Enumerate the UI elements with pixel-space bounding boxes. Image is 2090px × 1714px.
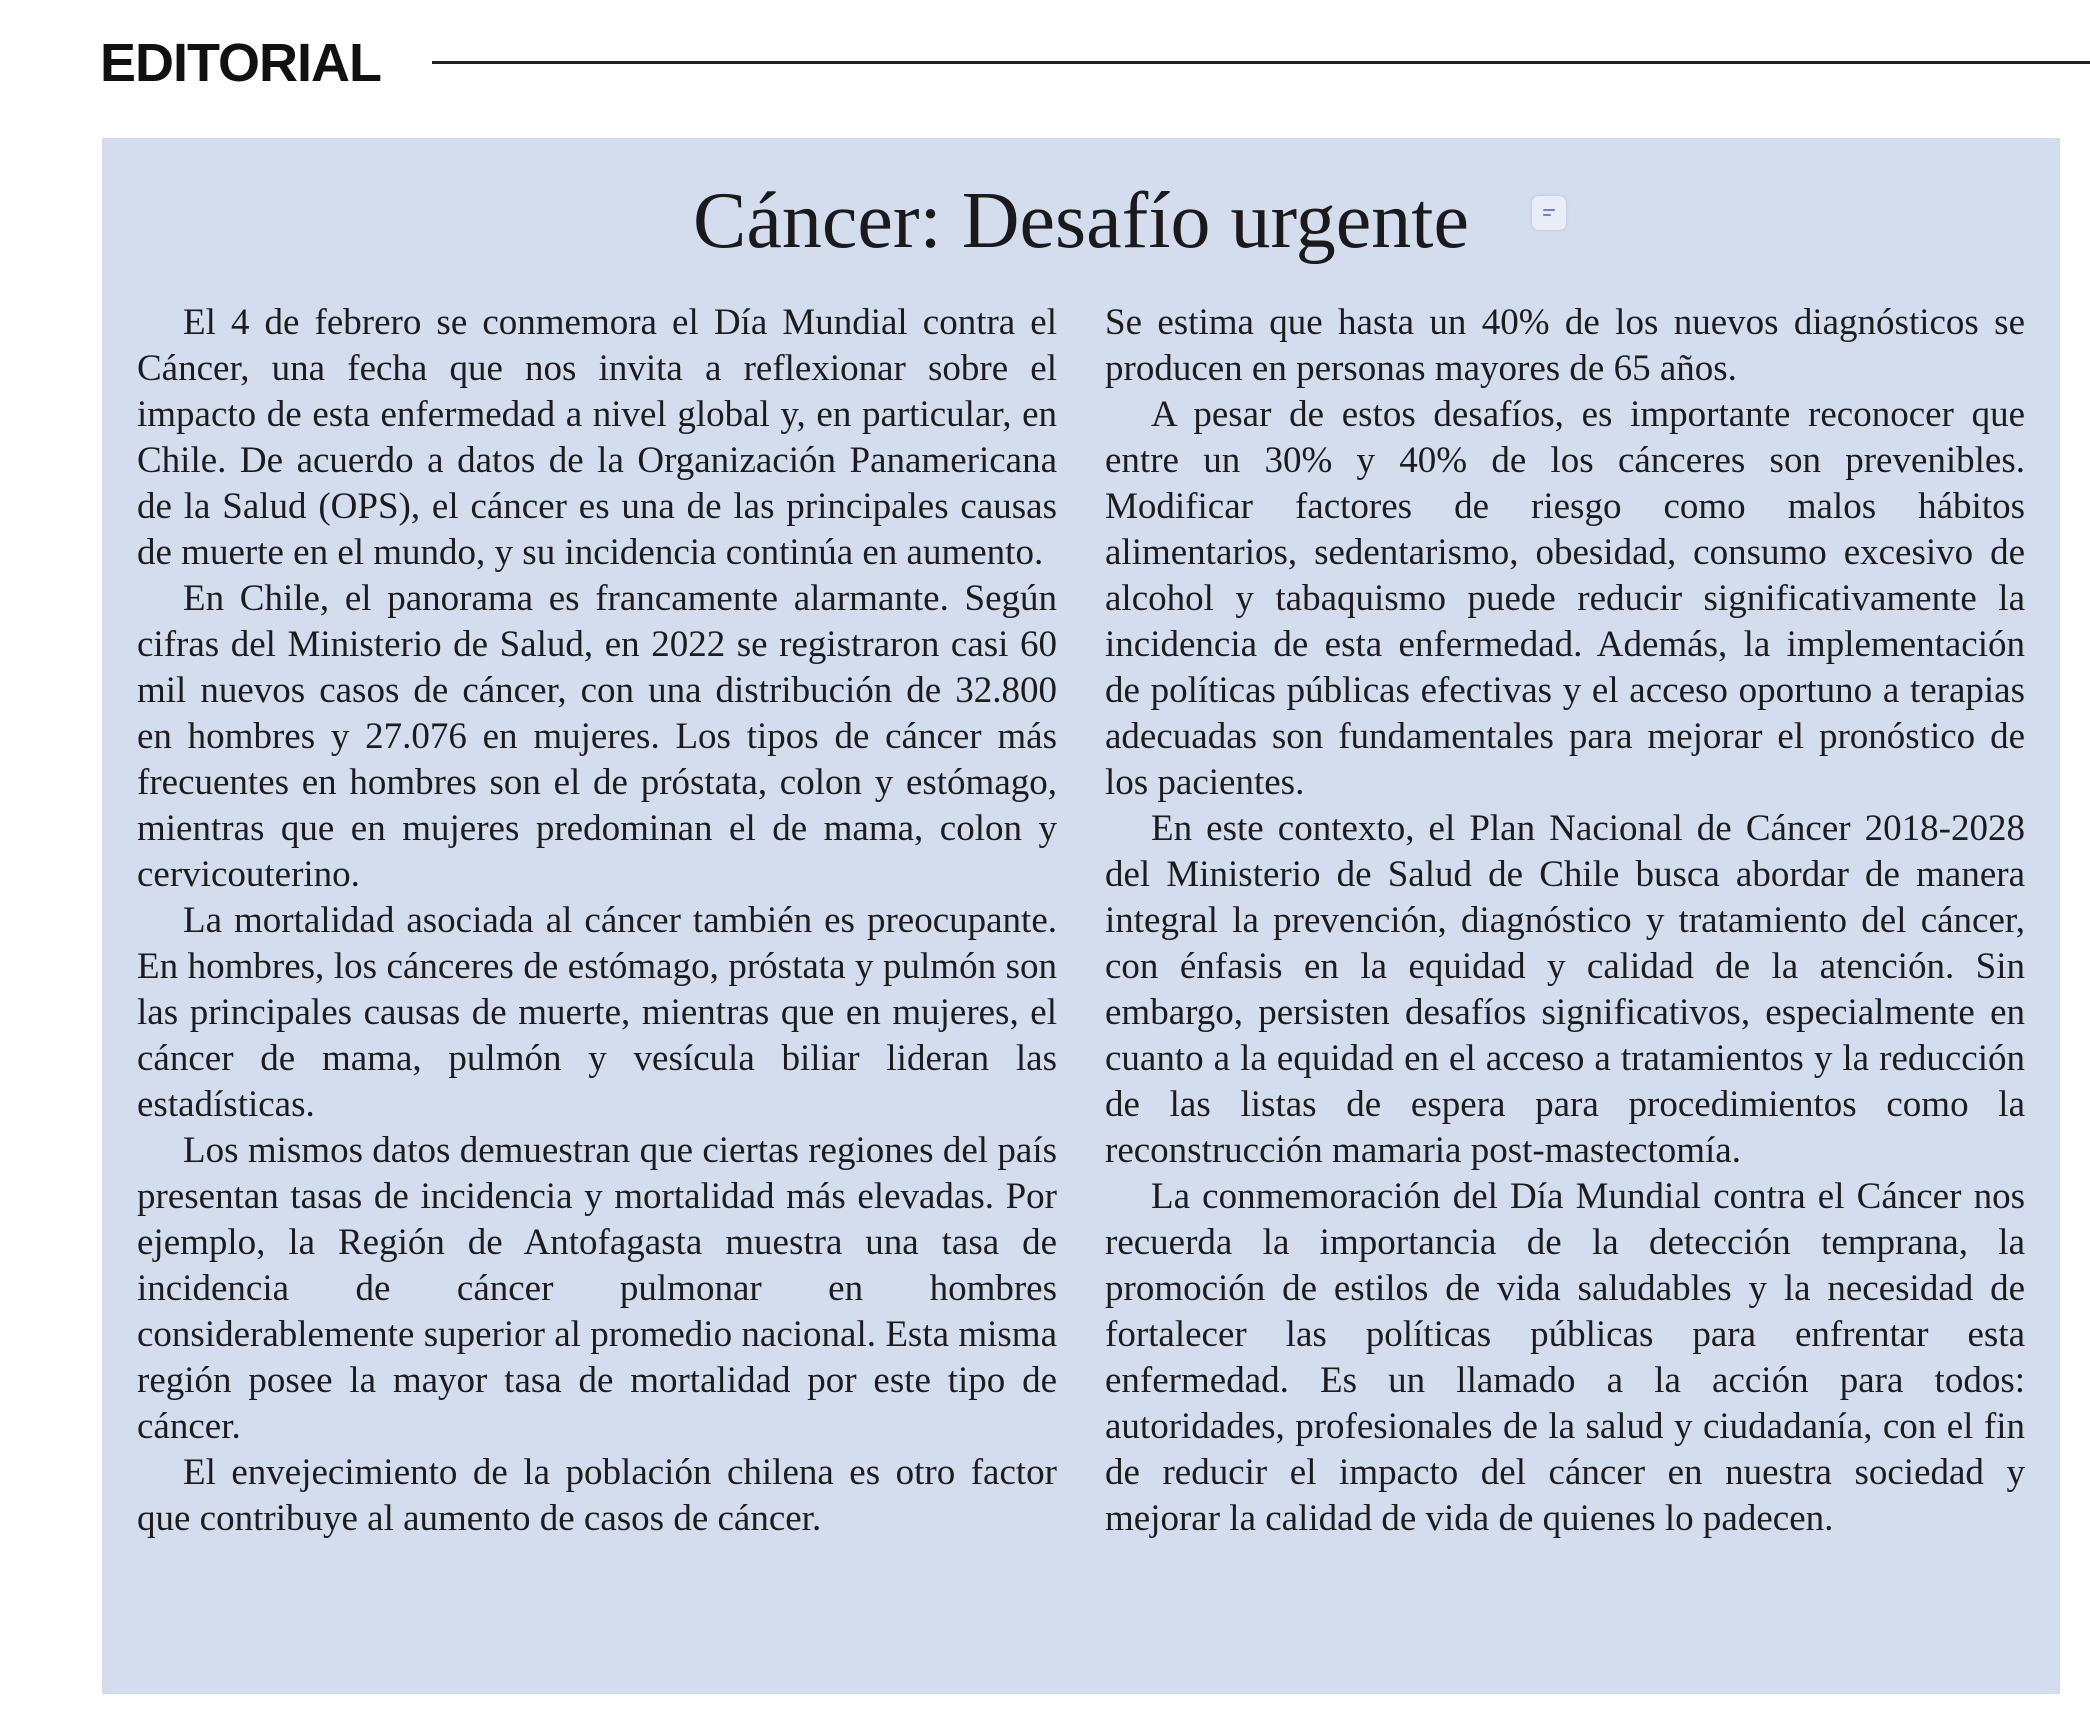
paragraph: En Chile, el panorama es francamente alarmante. Según cifras del Ministerio de Salud, en 2022 se registraron casi 60 mil nuevos casos de cáncer, con una distribución de 32.800 en hombres y 27.076 en mujeres. Los tipos de cáncer más frecuentes en hombres son el de próstata, colon y estómago, mientras que en mujeres predominan el de mama, colon y cervicouterino.	[137, 578, 1057, 895]
paragraph: La conmemoración del Día Mundial contra el Cáncer nos recuerda la importancia de la detección temprana, la promoción de estilos de vida saludables y la necesidad de fortalecer las políticas públicas para enfrentar esta enfermedad. Es un llamado a la acción para todos: autoridades, profesionales de la salud y ciudadanía, con el fin de reducir el impacto del cáncer en nuestra sociedad y mejorar la calidad de vida de quienes lo padecen.	[1105, 1176, 2025, 1539]
paragraph: El 4 de febrero se conmemora el Día Mundial contra el Cáncer, una fecha que nos invita a reflexionar sobre el impacto de esta enfermedad a nivel global y, en particular, en Chile. De acuerdo a datos de la Organización Panamericana de la Salud (OPS), el cáncer es una de las principales causas de muerte en el mundo, y su incidencia continúa en aumento.	[137, 302, 1057, 573]
paragraph: El envejecimiento de la población chilena es otro factor que contribuye al aumento de casos de cáncer.	[137, 1452, 1057, 1539]
headline-row	[102, 166, 2060, 276]
comment-icon[interactable]	[1532, 196, 1566, 230]
left-column	[137, 300, 1057, 1542]
header-rule	[432, 61, 2090, 64]
right-column	[1105, 300, 2025, 1542]
paragraph-continuation: Se estima que hasta un 40% de los nuevos diagnósticos se producen en personas mayores de 65 años.	[1105, 302, 2025, 389]
editorial-panel	[102, 138, 2060, 1694]
paragraph: Los mismos datos demuestran que ciertas regiones del país presentan tasas de incidencia y mortalidad más elevadas. Por ejemplo, la Región de Antofagasta muestra una tasa de incidencia de cáncer pulmonar en hombres considerablemente superior al promedio nacional. Esta misma región posee la mayor tasa de mortalidad por este tipo de cáncer.	[137, 1130, 1057, 1447]
article-headline: Cáncer: Desafío urgente	[693, 177, 1469, 265]
paragraph: La mortalidad asociada al cáncer también es preocupante. En hombres, los cánceres de estómago, próstata y pulmón son las principales causas de muerte, mientras que en mujeres, el cáncer de mama, pulmón y vesícula biliar lideran las estadísticas.	[137, 900, 1057, 1125]
section-header	[100, 28, 2090, 98]
paragraph: En este contexto, el Plan Nacional de Cáncer 2018-2028 del Ministerio de Salud de Chile busca abordar de manera integral la prevención, diagnóstico y tratamiento del cáncer, con énfasis en la equidad y calidad de la atención. Sin embargo, persisten desafíos significativos, especialmente en cuanto a la equidad en el acceso a tratamientos y la reducción de las listas de espera para procedimientos como la reconstrucción mamaria post-mastectomía.	[1105, 808, 2025, 1171]
section-label: EDITORIAL	[100, 33, 382, 93]
paragraph: A pesar de estos desafíos, es importante reconocer que entre un 30% y 40% de los cánceres son prevenibles. Modificar factores de riesgo como malos hábitos alimentarios, sedentarismo, obesidad, consumo excesivo de alcohol y tabaquismo puede reducir significativamente la incidencia de esta enfermedad. Además, la implementación de políticas públicas efectivas y el acceso oportuno a terapias adecuadas son fundamentales para mejorar el pronóstico de los pacientes.	[1105, 394, 2025, 803]
